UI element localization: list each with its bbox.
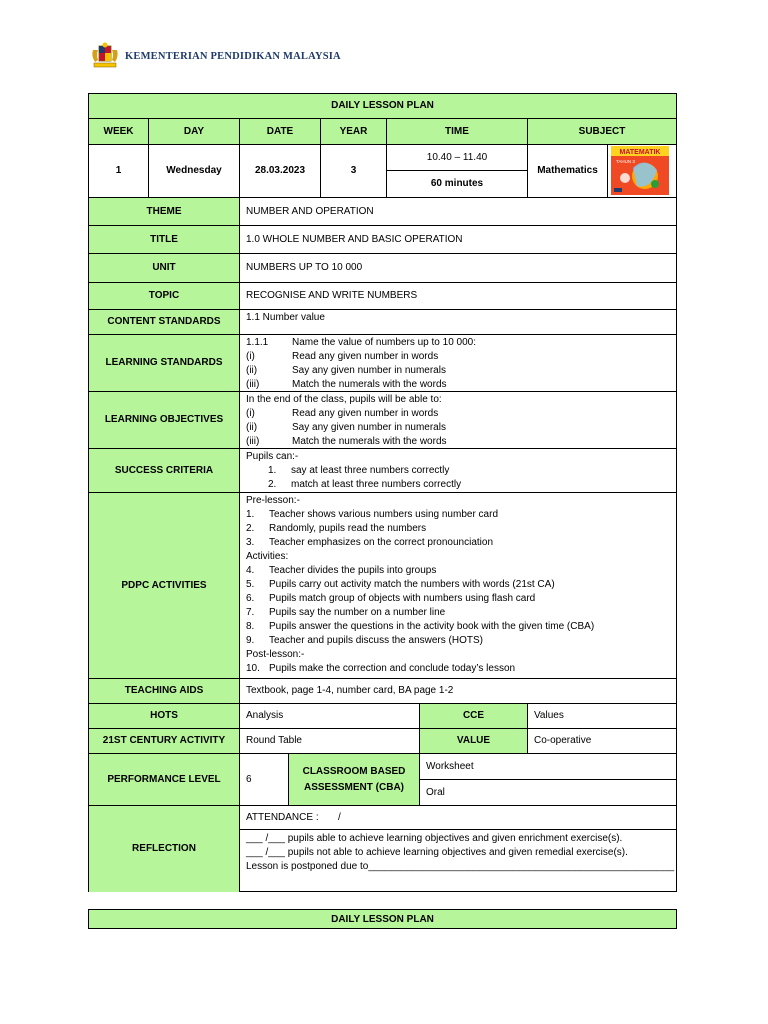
reflection-value [240,830,677,892]
list-item: (iii) Match the numerals with the words [246,436,447,447]
list-item: Activities: [246,551,289,562]
table-title: DAILY LESSON PLAN [89,94,677,119]
list-item: (i) Read any given number in words [246,408,439,419]
subject-value: Mathematics [528,145,608,198]
list-item: 7. Pupils say the number on a number line [246,607,446,618]
list-item: 2. match at least three numbers correctly [268,479,462,490]
reflection-line: Lesson is postponed due to_______________________________________________________ [246,861,675,872]
cba-label-line1: CLASSROOM BASED [302,765,406,777]
cce-value: Values [528,704,677,729]
book-cover-year: TAHUN 3 [616,159,635,164]
century-activity-value: Round Table [240,729,420,754]
unit-label: UNIT [89,254,240,283]
list-item: (i) Read any given number in words [246,351,439,362]
reflection-label: REFLECTION [89,806,240,892]
list-item: 3. Teacher emphasizes on the correct pronounciation [246,537,494,548]
value-label: VALUE [420,729,528,754]
content-standards-text: 1.1 Number value [246,312,325,323]
theme-value: NUMBER AND OPERATION [240,198,677,226]
hots-value: Analysis [240,704,420,729]
header-date: DATE [240,119,321,145]
pdpc-label: PDPC ACTIVITIES [89,493,240,679]
list-item: 1. say at least three numbers correctly [268,465,450,476]
day-value: Wednesday [149,145,240,198]
learning-objectives-label: LEARNING OBJECTIVES [89,392,240,449]
success-criteria-intro: Pupils can:- [246,451,299,462]
list-item: 8. Pupils answer the questions in the activity book with the given time (CBA) [246,621,595,632]
lesson-plan-table [88,93,677,892]
unit-value: NUMBERS UP TO 10 000 [240,254,677,283]
learning-objectives-value [240,392,677,449]
header-week: WEEK [89,119,149,145]
ministry-header [90,42,341,70]
reflection-line: ___ /___ pupils able to achieve learning objectives and given enrichment exercise(s). [246,833,623,844]
content-standards-label: CONTENT STANDARDS [89,310,240,335]
week-value: 1 [89,145,149,198]
hots-label: HOTS [89,704,240,729]
pdpc-value [240,493,677,679]
theme-label: THEME [89,198,240,226]
cba-label [289,754,420,806]
next-lesson-title: DAILY LESSON PLAN [88,909,677,929]
year-value: 3 [321,145,387,198]
topic-value: RECOGNISE AND WRITE NUMBERS [240,283,677,310]
header-subject: SUBJECT [528,119,677,145]
content-standards-value [240,310,677,335]
cba-label-line2: ASSESSMENT (CBA) [303,781,404,793]
list-item: 2. Randomly, pupils read the numbers [246,523,427,534]
cba-oral: Oral [420,780,677,806]
reflection-line: ___ /___ pupils not able to achieve learning objectives and given remedial exercise(s). [246,847,628,858]
list-item: 6. Pupils match group of objects with numbers using flash card [246,593,536,604]
title-label: TITLE [89,226,240,254]
century-activity-label: 21ST CENTURY ACTIVITY [89,729,240,754]
list-item: (ii) Say any given number in numerals [246,422,446,433]
success-criteria-value [240,449,677,493]
duration-value: 60 minutes [387,171,528,198]
value-value: Co-operative [528,729,677,754]
learning-standards-value [240,335,677,392]
date-value: 28.03.2023 [240,145,321,198]
list-item: 10. Pupils make the correction and conclude today’s lesson [246,663,516,674]
malaysia-crest-icon [90,42,120,70]
topic-label: TOPIC [89,283,240,310]
list-item: 1. Teacher shows various numbers using number card [246,509,498,520]
header-day: DAY [149,119,240,145]
list-item: Pre-lesson:- [246,495,300,506]
ministry-name: KEMENTERIAN PENDIDIKAN MALAYSIA [125,50,341,62]
time-value: 10.40 – 11.40 [387,145,528,171]
cce-label: CCE [420,704,528,729]
list-item: 9. Teacher and pupils discuss the answers (HOTS) [246,635,483,646]
list-item: 1.1.1 Name the value of numbers up to 10 000: [246,337,477,348]
performance-level-value: 6 [240,754,289,806]
learning-objectives-intro: In the end of the class, pupils will be able to: [246,394,442,405]
teaching-aids-label: TEACHING AIDS [89,679,240,704]
list-item: (ii) Say any given number in numerals [246,365,446,376]
header-time: TIME [387,119,528,145]
header-year: YEAR [321,119,387,145]
list-item: 5. Pupils carry out activity match the numbers with words (21st CA) [246,579,555,590]
list-item: (iii) Match the numerals with the words [246,379,447,390]
title-value: 1.0 WHOLE NUMBER AND BASIC OPERATION [240,226,677,254]
list-item: Post-lesson:- [246,649,305,660]
mathematics-textbook-cover-image [611,146,669,195]
attendance: ATTENDANCE : / [240,806,677,830]
cba-worksheet: Worksheet [420,754,677,780]
list-item: 4. Teacher divides the pupils into groups [246,565,437,576]
learning-standards-label: LEARNING STANDARDS [89,335,240,392]
book-cover-title: MATEMATIK [619,149,661,156]
performance-level-label: PERFORMANCE LEVEL [89,754,240,806]
success-criteria-label: SUCCESS CRITERIA [89,449,240,493]
teaching-aids-value: Textbook, page 1-4, number card, BA page 1-2 [240,679,677,704]
